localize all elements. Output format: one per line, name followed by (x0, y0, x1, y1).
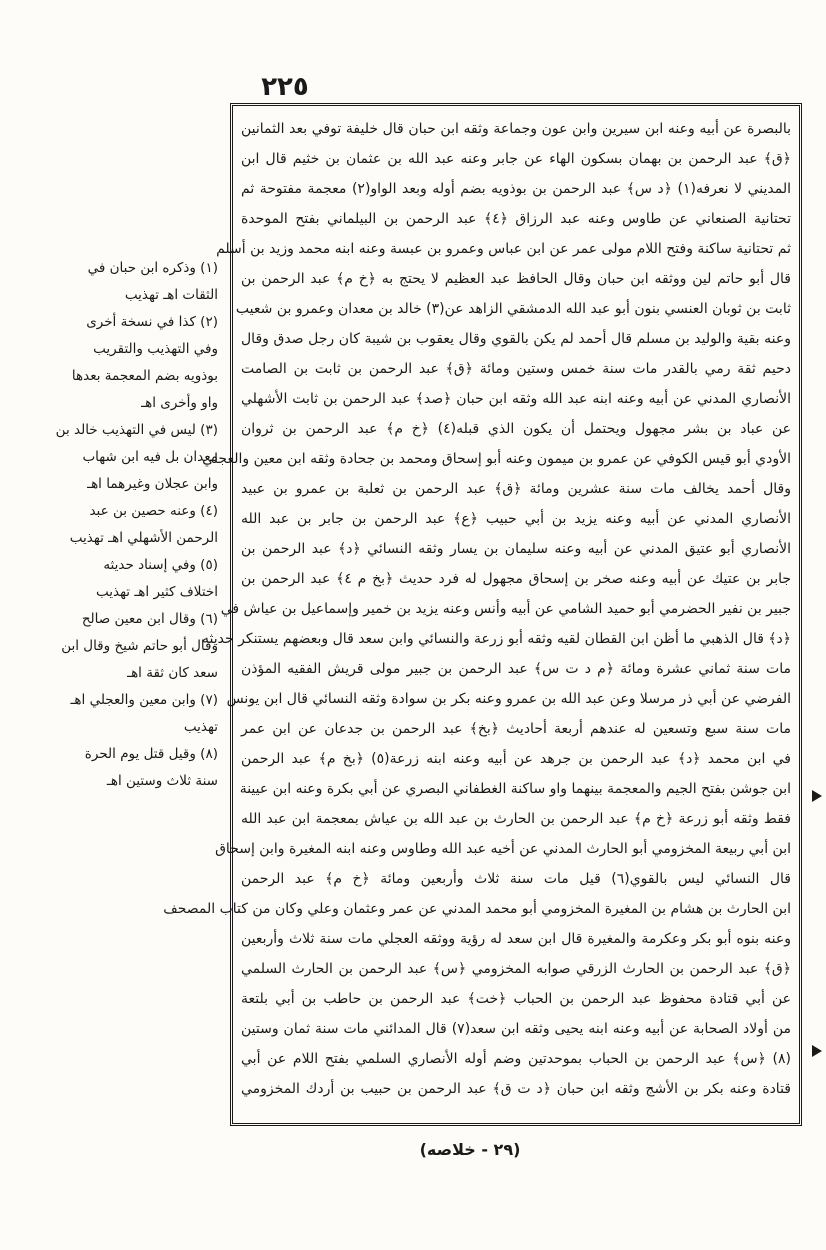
page-number: ٢٢٥ (261, 72, 309, 102)
text-line: دحيم ثقة رمي بالقدر مات سنة خمس وستين ومائة ﴿ق﴾ عبد الرحمن بن ثابت بن الصامت (241, 361, 791, 377)
text-line: (٨) ﴿س﴾ عبد الرحمن بن الحباب بموحدتين وضم أوله الأنصاري السلمي بفتح اللام عن أبي (241, 1051, 791, 1067)
text-line: الفرضي عن أبي ذر مرسلا وعن عبد الله بن عمرو وعنه بكر بن سوادة وثقه النسائي قال ابن يونس (226, 691, 791, 707)
text-line: الأنصاري المدني عن أبيه وعنه ابنه عبد الله وثقه ابن حبان ﴿صد﴾ عبد الرحمن بن ثابت الأشهلي (241, 391, 791, 407)
signature-mark: (٢٩ - خلاصه) (419, 1140, 521, 1159)
footnote-line: سعد كان ثقة اهـ (127, 665, 218, 681)
text-line: وقال أحمد يخالف مات سنة عشرين ومائة ﴿ق﴾ عبد الرحمن بن ثعلبة بن عمرو بن عبيد (241, 481, 791, 497)
text-line: قال النسائي ليس بالقوي(٦) قيل مات سنة ثلاث وأربعين ومائة ﴿خ م﴾ عبد الرحمن (241, 871, 791, 887)
text-line: الأنصاري المدني عن أبيه وعنه يزيد بن أبي حبيب ﴿ع﴾ عبد الرحمن بن جابر بن عبد الله (241, 511, 791, 527)
text-line: مات سنة ثماني عشرة ومائة ﴿م د ت س﴾ عبد الرحمن بن جبير مولى قريش الفقيه المؤذن (241, 661, 791, 677)
footnote-line: (٨) وقيل قتل يوم الحرة (84, 746, 218, 762)
footnote-line: (٦) وقال ابن معين صالح (81, 611, 218, 627)
text-line: ثم تحتانية ساكنة وفتح اللام مولى عمر عن ابن عباس وعمرو بن عبسة وعنه ابنه محمد وزيد بن أسلم (216, 241, 791, 257)
footnote-line: وفي التهذيب والتقريب (93, 341, 218, 357)
text-line: قال أبو حاتم لين ووثقه ابن حبان وقال الحافظ عبد العظيم لا يحتج به ﴿خ م﴾ عبد الرحمن بن (241, 271, 791, 287)
text-line: ﴿ق﴾ عبد الرحمن بن الحارث الزرقي صوابه المخزومي ﴿س﴾ عبد الرحمن بن الحارث السلمي (241, 961, 791, 977)
footnote-line: (٧) وابن معين والعجلي اهـ (70, 692, 218, 708)
text-line: بالبصرة عن أبيه وعنه ابن سيرين وابن عون وجماعة وثقه ابن حبان قال خليفة توفي بعد الثمانين (241, 121, 791, 137)
text-line: من أولاد الصحابة عن أبيه وعنه ابنه يحيى وثقه ابن سعد(٧) قال المدائني مات سنة ثمان وستين (241, 1021, 791, 1037)
footnote-line: (١) وذكره ابن حبان في (87, 260, 218, 276)
footnote-line: الثقات اهـ تهذيب (124, 287, 218, 303)
text-line: جبير بن نفير الحضرمي أبو حميد الشامي عن أبيه وأنس وعنه يزيد بن خمير وإسماعيل بن عياش في (220, 601, 791, 617)
footnotes-margin (18, 255, 218, 795)
footnote-line: (٢) كذا في نسخة أخرى (86, 314, 218, 330)
footnote-line: بوذويه بضم المعجمة بعدها (71, 368, 218, 384)
text-line: قتادة وعنه بكر بن الأشج وثقه ابن حبان ﴿د ت ق﴾ عبد الرحمن بن حبيب بن أردك المخزومي (241, 1081, 791, 1097)
footnote-line: وابن عجلان وغيرهما اهـ (87, 476, 218, 492)
footnote-line: (٤) وعنه حصين بن عبد (89, 503, 218, 519)
text-line: الأنصاري أبو عتيق المدني عن أبيه وعنه سليمان بن يسار وثقه النسائي ﴿د﴾ عبد الرحمن بن (241, 541, 791, 557)
footnote-line: (٥) وفي إسناد حديثه (103, 557, 218, 573)
footnote-line: اختلاف كثير اهـ تهذيب (95, 584, 218, 600)
text-line: ﴿د﴾ قال الذهبي ما أظن ابن القطان لقيه وثقه أبو زرعة والنسائي وابن سعد قال وبعضهم يستنكر حديثه (202, 631, 791, 647)
text-line: جابر بن عتيك عن أبيه وعنه صخر بن إسحاق مجهول له فرد حديث ﴿بخ م ٤﴾ عبد الرحمن بن (241, 571, 792, 587)
footnote-line: (٣) ليس في التهذيب خالد بن (55, 422, 218, 438)
text-line: في ابن محمد ﴿د﴾ عبد الرحمن بن جرهد عن أبيه وعنه ابنه زرعة(٥) ﴿بخ م﴾ عبد الرحمن (241, 751, 791, 767)
text-line: مات سنة سبع وتسعين له عندهم أربعة أحاديث ﴿بخ﴾ عبد الرحمن بن جدعان عن ابن عمر (241, 721, 791, 737)
text-line: المديني لا نعرفه(١) ﴿د س﴾ عبد الرحمن بن بوذويه بضم أوله وبعد الواو(٢) معجمة مفتوحة ثم (241, 181, 792, 197)
text-line: ابن جوشن بفتح الجيم والمعجمة بينهما واو ساكنة الغطفاني البصري عن أبي بكرة وعنه ابن عيينة (239, 781, 791, 797)
text-line: عن عباد بن بشر مجهول ويحتمل أن يكون الذي قبله(٤) ﴿خ م﴾ عبد الرحمن بن ثروان (241, 421, 792, 437)
footnote-line: وقال أبو حاتم شيخ وقال ابن (61, 638, 218, 654)
footnote-line: الرحمن الأشهلي اهـ تهذيب (69, 530, 218, 546)
footnote-line: واو وأخرى اهـ (141, 395, 218, 411)
text-line: ثابت بن ثوبان العنسي بنون أبو عبد الله الدمشقي الزاهد عن(٣) خالد بن معدان وعمرو بن شعيب (235, 301, 791, 317)
margin-arrow-icon (812, 1045, 822, 1057)
text-line: الأودي أبو قيس الكوفي عن عمرو بن ميمون وعنه أبو إسحاق ومحمد بن جحادة وثقه ابن معين والعجلي (202, 451, 791, 467)
text-line: فقط وثقه أبو زرعة ﴿خ م﴾ عبد الرحمن بن الحارث بن عبد الله بن عياش بمعجمة ابن عبد الله (241, 811, 791, 827)
text-line: ﴿ق﴾ عبد الرحمن بن بهمان بسكون الهاء عن جابر وعنه عبد الله بن عثمان بن خثيم قال ابن (241, 151, 791, 167)
footnote-line: تهذيب (183, 719, 218, 735)
footnote-line: معدان بل فيه ابن شهاب (82, 449, 218, 465)
text-line: وعنه بنوه أبو بكر وعكرمة والمغيرة قال ابن سعد له رؤية ووثقه العجلي مات سنة ثلاث وأربعين (241, 931, 791, 947)
text-line: ابن الحارث بن هشام بن المغيرة المخزومي أبو محمد المدني عن عمر وعثمان وعلي وكان من كتاب المصحف (163, 901, 791, 917)
margin-arrow-icon (812, 790, 822, 802)
text-line: تحتانية الصنعاني عن طاوس وعنه عبد الرزاق ﴿٤﴾ عبد الرحمن بن البيلماني بفتح الموحدة (241, 211, 791, 227)
text-line: عن أبي قتادة محفوظ عبد الرحمن بن الحباب ﴿خت﴾ عبد الرحمن بن حاطب بن أبي بلتعة (241, 991, 791, 1007)
text-line: وعنه بقية والوليد بن مسلم قال أحمد لم يكن بالقوي وقال يعقوب بن شيبة كان رجل صدق وقال (241, 331, 791, 347)
text-line: ابن أبي ربيعة المخزومي أبو الحارث المدني عن أخيه عبد الله وطاوس وعنه ابنه المغيرة وابن إسحاق (215, 841, 791, 857)
footnote-line: سنة ثلاث وستين اهـ (106, 773, 218, 789)
